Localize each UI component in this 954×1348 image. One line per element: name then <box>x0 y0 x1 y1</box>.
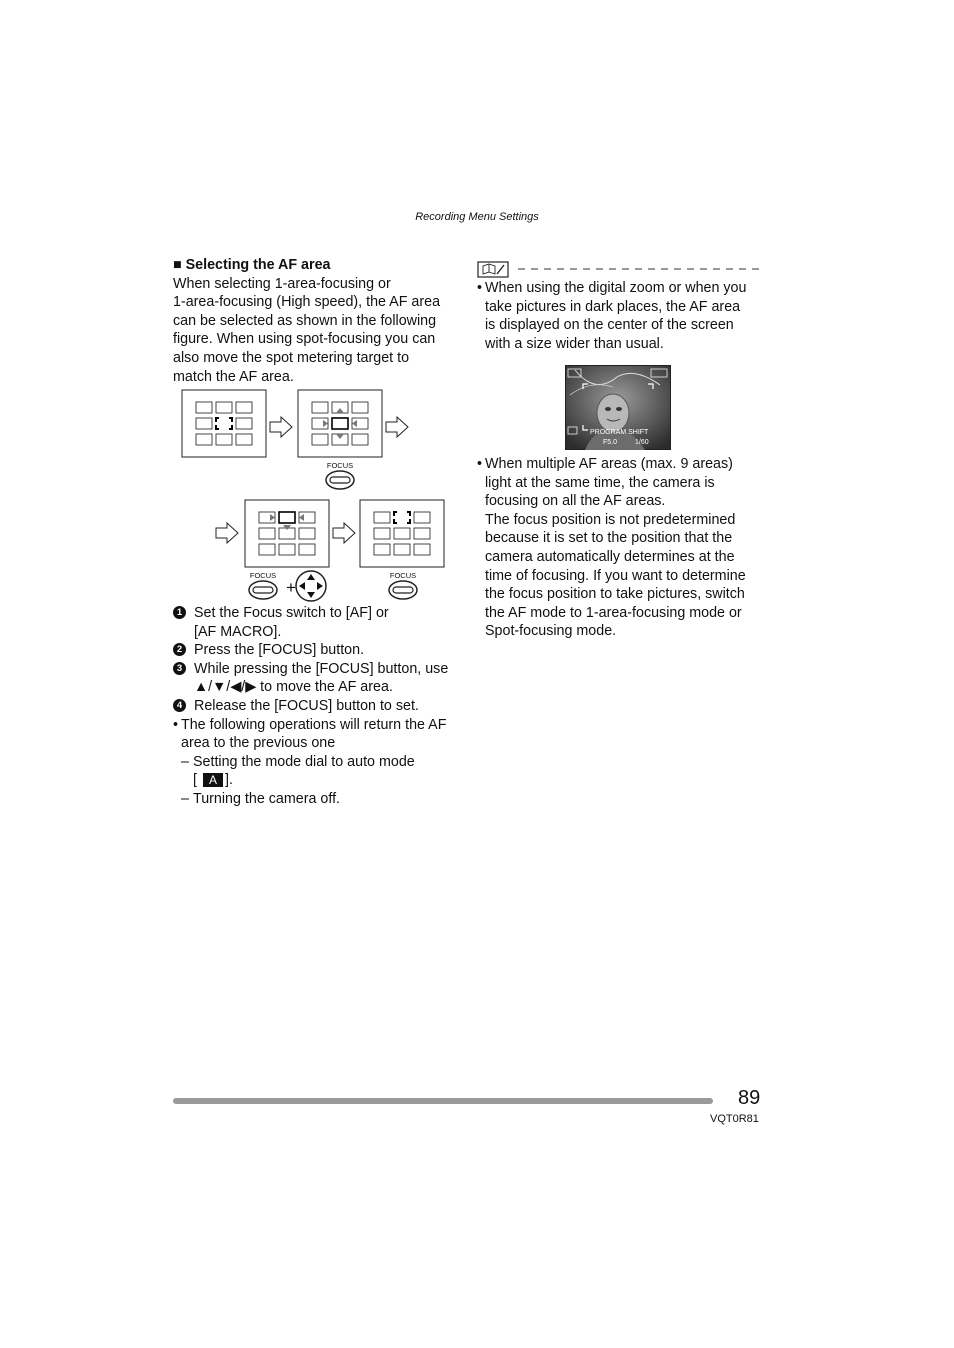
cross-key-icon <box>296 571 326 601</box>
model-code: VQT0R81 <box>710 1113 759 1125</box>
dash-item-mode-dial: – Setting the mode dial to auto mode [ A ]. <box>181 753 415 789</box>
step-3: 3 While pressing the [FOCUS] button, use ▲/▼/◀/▶ to move the AF area. <box>173 660 468 697</box>
steps-list <box>173 604 468 809</box>
step-4: 4 Release the [FOCUS] button to set. <box>173 697 468 716</box>
svg-text:FOCUS: FOCUS <box>326 461 354 470</box>
memo-icon <box>478 262 508 277</box>
screen-shutter: 1/60 <box>635 439 649 446</box>
arrow-right-icon <box>216 523 238 543</box>
focus-button-icon <box>249 571 277 599</box>
note-bullet: • The following operations will return the AF area to the previous one <box>173 716 447 752</box>
arrow-right-icon <box>333 523 355 543</box>
step-1: 1 Set the Focus switch to [AF] or [AF MACRO]. <box>173 604 468 641</box>
af-panel-4 <box>360 500 444 567</box>
focus-button-icon <box>389 571 417 599</box>
focus-button-icon <box>326 461 354 489</box>
right-column <box>477 279 767 353</box>
af-panel-1 <box>182 390 266 457</box>
svg-text:FOCUS: FOCUS <box>249 571 277 580</box>
section-title: ■ Selecting the AF area <box>173 257 331 273</box>
screen-mode-text: PROGRAM SHIFT <box>590 429 649 436</box>
svg-text:FOCUS: FOCUS <box>389 571 417 580</box>
camera-screen-illustration <box>565 365 671 450</box>
plus-sign: + <box>286 578 296 597</box>
right-column-lower <box>477 455 767 641</box>
bullet-digital-zoom: • When using the digital zoom or when you take pictures in dark places, the AF area is displayed on the center of the screen with a size wider than usual. <box>477 280 747 352</box>
bullet-multiple-af: • When multiple AF areas (max. 9 areas) light at the same time, the camera is focusing on all the AF areas. The focus position is not predetermined because it is set to the position that the camera automatically determines at the time of focusing. If you want to determine the focus position to take pictures, switch the AF mode to 1-area-focusing mode or Spot-focusing mode. <box>477 456 746 640</box>
step-2: 2 Press the [FOCUS] button. <box>173 641 468 660</box>
intro-paragraph: When selecting 1-area-focusing or 1-area-focusing (High speed), the AF area can be selected as shown in the following figure. When using spot-focusing you can also move the spot metering target to match the AF area. <box>173 275 441 385</box>
footer-bar <box>173 1098 713 1104</box>
arrow-right-icon <box>386 417 408 437</box>
arrow-right-icon <box>270 417 292 437</box>
note-header <box>477 260 762 280</box>
dash-item-off: – Turning the camera off. <box>181 790 341 807</box>
af-panel-3 <box>245 500 329 567</box>
af-area-figure <box>173 385 463 605</box>
running-header: Recording Menu Settings <box>415 211 539 223</box>
page-number: 89 <box>738 1087 761 1109</box>
af-panel-2 <box>298 390 382 457</box>
screen-aperture: F5.0 <box>603 439 618 446</box>
left-column <box>173 256 463 386</box>
auto-mode-icon: A <box>203 773 223 787</box>
